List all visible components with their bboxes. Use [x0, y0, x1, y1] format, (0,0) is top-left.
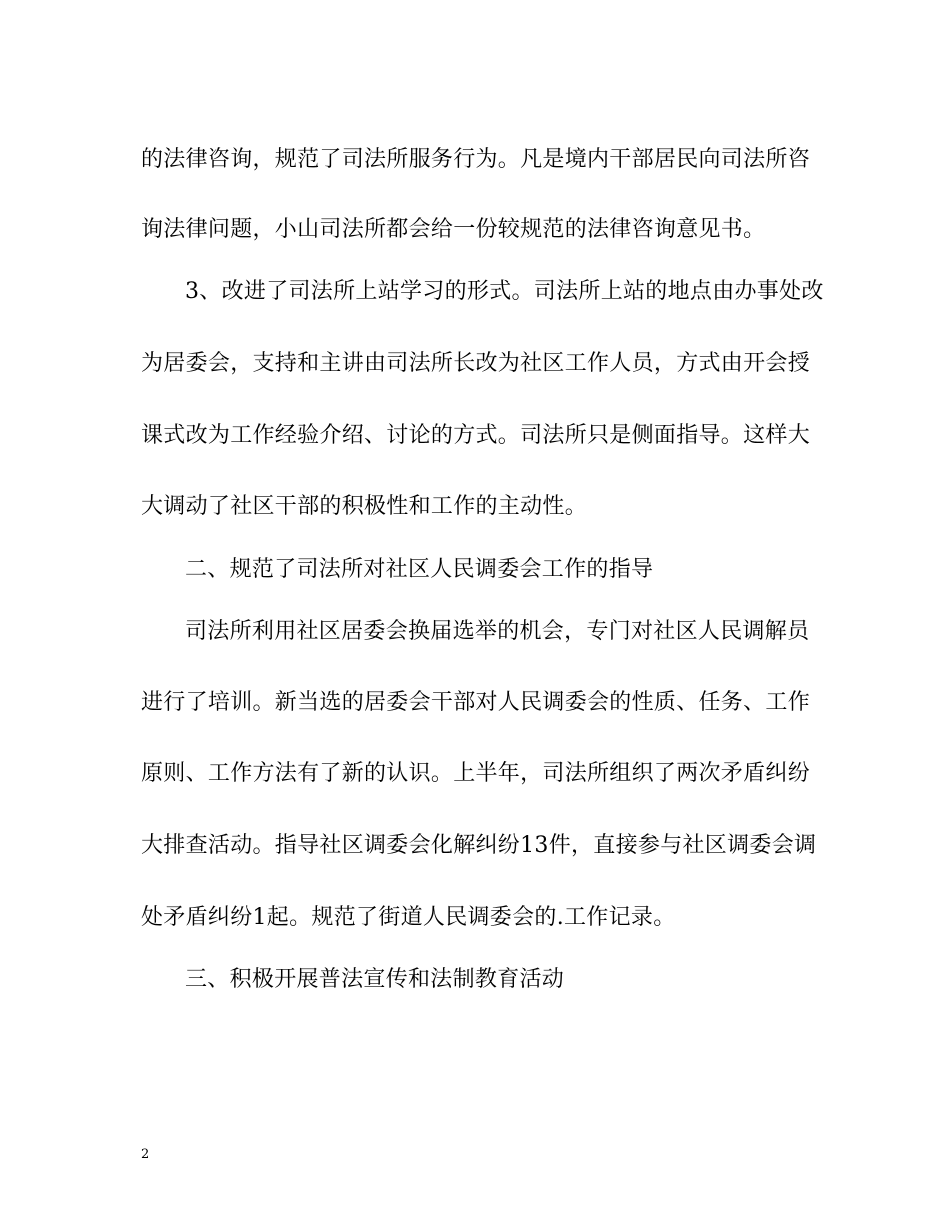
body-text-line: 大调动了社区干部的积极性和工作的主动性。 [141, 494, 588, 519]
numbered-paragraph-line: 3、改进了司法所上站学习的形式。司法所上站的地点由办事处改 [185, 279, 824, 304]
body-text-line: 处矛盾纠纷1起。规范了街道人民调委会的.工作记录。 [141, 905, 676, 930]
page-number: 2 [141, 1147, 150, 1162]
body-text-line: 课式改为工作经验介绍、讨论的方式。司法所只是侧面指导。这样大 [141, 423, 811, 448]
section-heading: 三、积极开展普法宣传和法制教育活动 [185, 967, 565, 992]
body-text-line: 原则、工作方法有了新的认识。上半年，司法所组织了两次矛盾纠纷 [141, 761, 811, 786]
body-text-line: 为居委会，支持和主讲由司法所长改为社区工作人员，方式由开会授 [141, 351, 811, 376]
body-text-line: 进行了培训。新当选的居委会干部对人民调委会的性质、任务、工作 [141, 690, 811, 715]
body-text-line: 询法律问题，小山司法所都会给一份较规范的法律咨询意见书。 [141, 217, 766, 242]
paragraph-first-line: 司法所利用社区居委会换届选举的机会，专门对社区人民调解员 [185, 619, 810, 644]
body-text-line: 的法律咨询，规范了司法所服务行为。凡是境内干部居民向司法所咨 [141, 147, 811, 172]
section-heading: 二、规范了司法所对社区人民调委会工作的指导 [185, 557, 654, 582]
body-text-line: 大排查活动。指导社区调委会化解纠纷13件，直接参与社区调委会调 [141, 833, 817, 858]
